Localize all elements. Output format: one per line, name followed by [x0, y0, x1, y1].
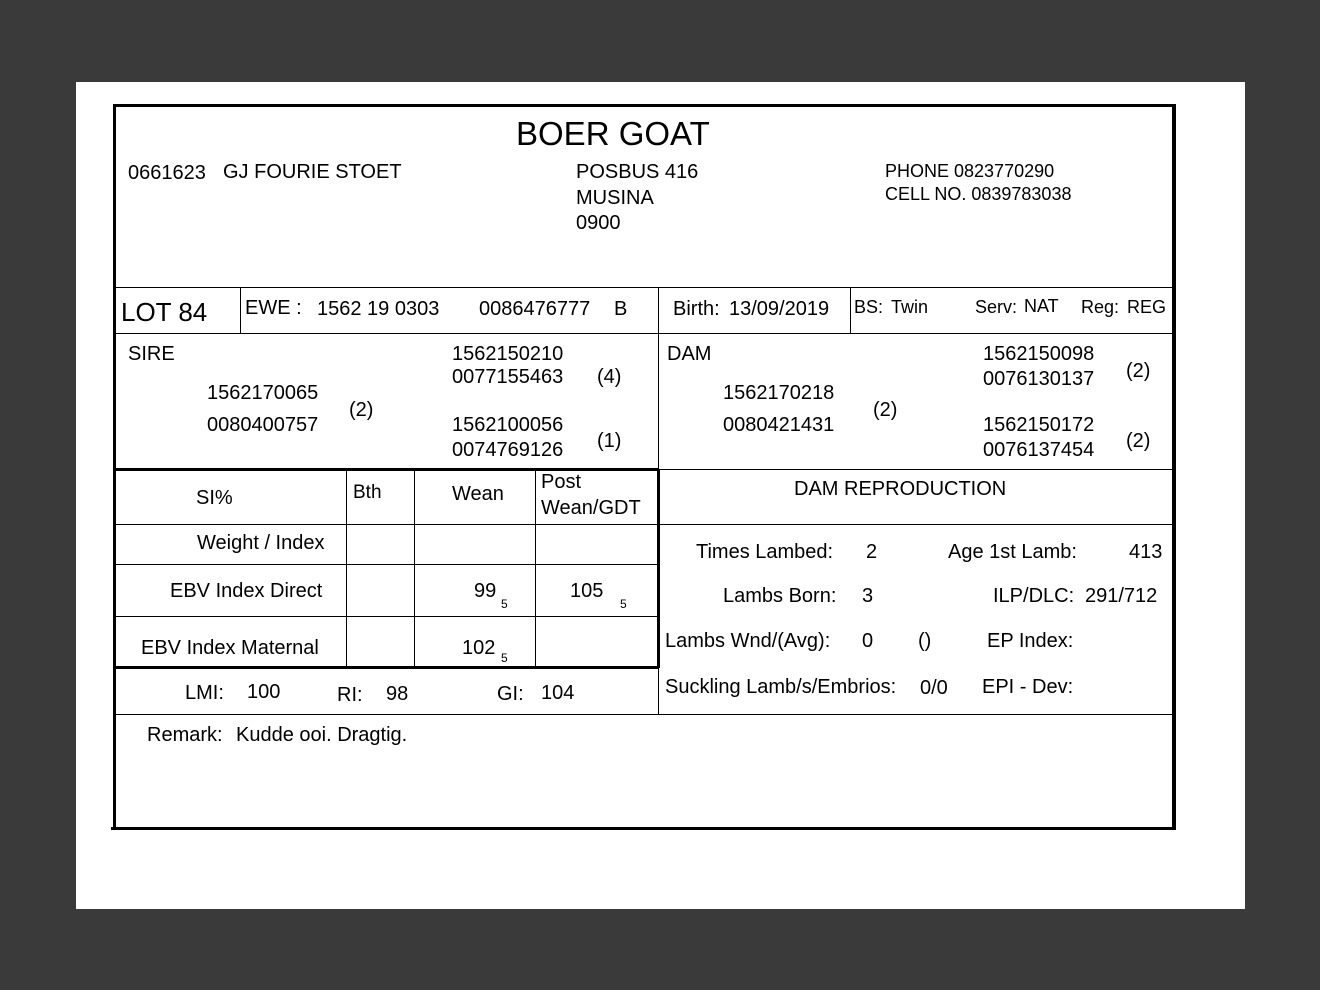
row-direct-label: EBV Index Direct — [170, 580, 323, 602]
ri-value: 98 — [386, 683, 409, 705]
remark-label: Remark: — [147, 724, 223, 746]
dam-dam-id: 1562150172 — [983, 414, 1095, 436]
serv-label: Serv: — [975, 297, 1018, 317]
sire-dam-mark: (1) — [597, 430, 622, 452]
rule-lot-divider — [240, 288, 241, 333]
ewe-label: EWE : — [245, 297, 302, 319]
address-line2: MUSINA — [576, 187, 654, 209]
rule-remark-top — [116, 714, 1173, 715]
sire-dam-id: 1562100056 — [452, 414, 564, 436]
ewe-id: 1562 19 0303 — [317, 298, 440, 320]
reg-label: Reg: — [1081, 297, 1120, 317]
sire-mark: (2) — [349, 399, 374, 421]
ewe-grade: B — [614, 298, 628, 320]
gi-value: 104 — [541, 682, 575, 704]
ewe-reg: 0086476777 — [479, 298, 591, 320]
row-direct-wean-sub: 5 — [501, 597, 508, 611]
header-post-wean: Wean/GDT — [541, 497, 641, 519]
ep-index-label: EP Index: — [987, 630, 1074, 652]
bs-label: BS: — [854, 297, 884, 317]
border-bottom — [111, 827, 1176, 830]
rule-perf-col3 — [535, 470, 536, 668]
dam-sire-mark: (2) — [1126, 360, 1151, 382]
lambs-born-value: 3 — [862, 585, 874, 607]
row-weight-label: Weight / Index — [197, 532, 325, 554]
serv-value: NAT — [1024, 296, 1059, 316]
dam-dam-reg: 0076137454 — [983, 439, 1095, 461]
sire-label: SIRE — [128, 343, 175, 365]
ri-label: RI: — [337, 684, 363, 706]
dam-mark: (2) — [873, 399, 898, 421]
rule-bs-divider — [850, 288, 851, 333]
sire-reg: 0080400757 — [207, 414, 319, 436]
address-line1: POSBUS 416 — [576, 161, 699, 183]
cell-number: CELL NO. 0839783038 — [885, 184, 1072, 204]
dam-dam-mark: (2) — [1126, 430, 1151, 452]
border-left — [113, 104, 116, 830]
rule-perf-row2 — [116, 616, 659, 617]
rule-perf-row1 — [116, 564, 659, 565]
lambs-weaned-label: Lambs Wnd/(Avg): — [665, 630, 831, 652]
rule-perf-col2 — [414, 470, 415, 668]
ilp-dlc-value: 291/712 — [1085, 585, 1158, 607]
rule-perf-bottom — [116, 666, 659, 669]
sire-sire-mark: (4) — [597, 366, 622, 388]
birth-label: Birth: — [673, 298, 720, 320]
row-direct-post-sub: 5 — [620, 597, 627, 611]
lambs-weaned-value: 0 — [862, 630, 874, 652]
row-maternal-label: EBV Index Maternal — [141, 637, 319, 659]
phone-number: PHONE 0823770290 — [885, 161, 1055, 181]
lmi-value: 100 — [247, 681, 281, 703]
age-first-lamb-value: 413 — [1129, 541, 1163, 563]
lambs-weaned-avg: () — [918, 630, 932, 652]
lmi-label: LMI: — [185, 682, 224, 704]
rule-pedigree-right — [659, 469, 1173, 470]
repro-title: DAM REPRODUCTION — [794, 478, 1007, 500]
rule-perf-header — [116, 524, 1173, 525]
header-wean: Wean — [452, 483, 504, 505]
suckling-label: Suckling Lamb/s/Embrios: — [665, 676, 897, 698]
times-lambed-value: 2 — [866, 541, 878, 563]
dam-label: DAM — [667, 343, 712, 365]
dam-id: 1562170218 — [723, 382, 835, 404]
lot-label: LOT 84 — [121, 297, 208, 327]
lambs-born-label: Lambs Born: — [723, 585, 837, 607]
address-line3: 0900 — [576, 212, 621, 234]
ilp-dlc-label: ILP/DLC: — [993, 585, 1075, 607]
sire-sire-reg: 0077155463 — [452, 366, 564, 388]
row-direct-post: 105 — [570, 580, 604, 602]
birth-value: 13/09/2019 — [729, 298, 830, 320]
dam-sire-reg: 0076130137 — [983, 368, 1095, 390]
rule-lot-bottom — [116, 333, 1173, 334]
header-bth: Bth — [353, 482, 382, 503]
rule-header-bottom — [116, 287, 1173, 288]
gi-label: GI: — [497, 683, 524, 705]
rule-perf-right — [657, 470, 660, 668]
dam-reg: 0080421431 — [723, 414, 835, 436]
bs-value: Twin — [891, 297, 929, 317]
border-right — [1172, 104, 1176, 830]
reg-value: REG — [1127, 297, 1167, 317]
sire-dam-reg: 0074769126 — [452, 439, 564, 461]
sire-id: 1562170065 — [207, 382, 319, 404]
sire-sire-id: 1562150210 — [452, 343, 564, 365]
row-maternal-wean: 102 — [462, 637, 496, 659]
suckling-value: 0/0 — [920, 677, 948, 699]
rule-perf-col1 — [346, 470, 347, 668]
row-maternal-wean-sub: 5 — [501, 651, 508, 665]
age-first-lamb-label: Age 1st Lamb: — [948, 541, 1077, 563]
row-direct-wean: 99 — [474, 580, 497, 602]
remark-text: Kudde ooi. Dragtig. — [236, 724, 408, 746]
dam-sire-id: 1562150098 — [983, 343, 1095, 365]
breeder-name: GJ FOURIE STOET — [223, 161, 402, 183]
times-lambed-label: Times Lambed: — [696, 541, 834, 563]
card-sheet — [76, 82, 1245, 909]
breeder-code: 0661623 — [128, 162, 206, 184]
header-post: Post — [541, 471, 582, 493]
epi-dev-label: EPI - Dev: — [982, 676, 1074, 698]
border-top — [113, 104, 1176, 107]
card-title: BOER GOAT — [516, 115, 710, 152]
header-si: SI% — [196, 487, 233, 509]
